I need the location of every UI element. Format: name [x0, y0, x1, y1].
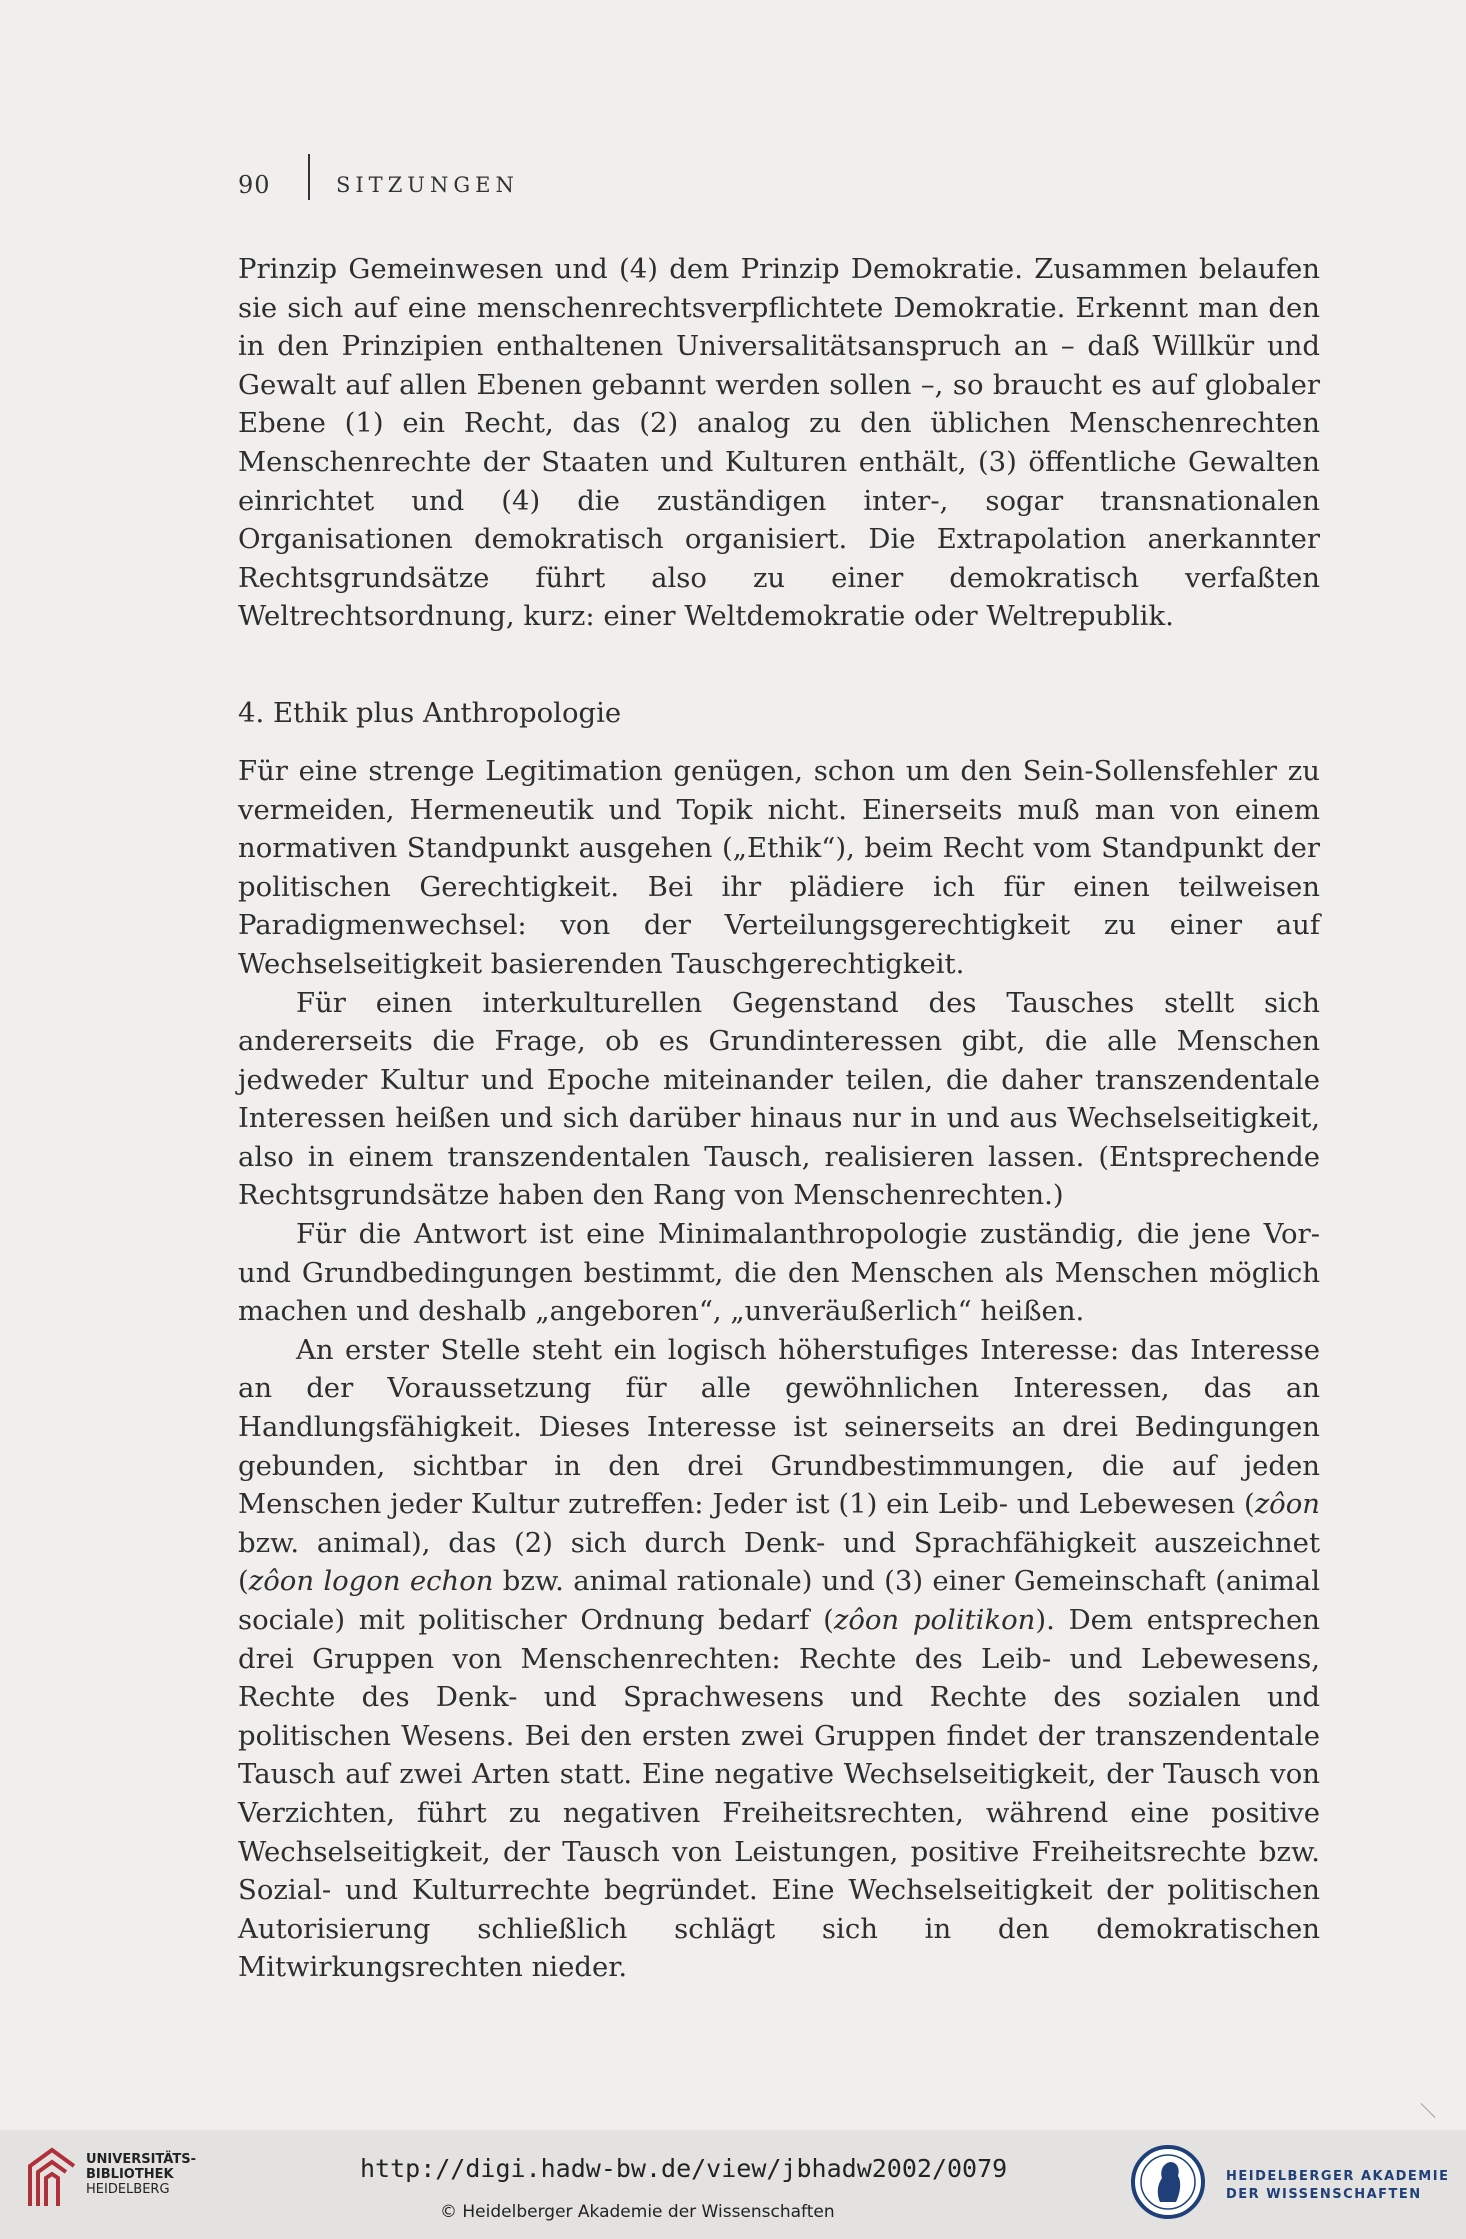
italic-term: zôon logon echon	[248, 1565, 494, 1598]
paragraph-1: Für eine strenge Legitimation genügen, schon um den Sein-Sollensfehler zu vermeiden, Hermeneutik und Topik nicht. Einerseits muß man von einem normativen Standpunkt ausgehen („Ethik“), beim Recht vom Standpunkt der politischen Gerechtigkeit. Bei ihr plädiere ich für einen teilweisen Paradigmenwechsel: von der Verteilungsgerechtigkeit zu einer auf Wechselseitigkeit basierenden Tauschgerechtigkeit.	[238, 754, 1320, 980]
library-name	[86, 2152, 196, 2197]
paragraph-3: Für die Antwort ist eine Minimalanthropologie zuständig, die jene Vor- und Grundbedingungen bestimmt, die den Menschen als Menschen möglich machen und deshalb „angeboren“, „unveräußerlich“ heißen.	[238, 1218, 1320, 1328]
academy-name	[1226, 2168, 1449, 2204]
body-text	[238, 250, 1320, 1987]
page-number: 90	[238, 171, 271, 199]
header-divider	[308, 154, 310, 200]
academy-line: HEIDELBERGER AKADEMIE	[1226, 2169, 1450, 2184]
library-line: HEIDELBERG	[86, 2182, 170, 2197]
source-url-link[interactable]: http://digi.hadw-bw.de/view/jbhadw2002/0079	[360, 2154, 1008, 2183]
section-heading: 4. Ethik plus Anthropologie	[238, 696, 622, 729]
paragraph-2: Für einen interkulturellen Gegenstand des Tausches stellt sich andererseits die Frage, ob es Grundinteressen gibt, die alle Menschen jedweder Kultur und Epoche miteinander teilen, die daher transzendentale Interessen heißen und sich darüber hinaus nur in und aus Wechselseitigkeit, also in einem transzendentalen Tausch, realisieren lassen. (Entsprechende Rechtsgrundsätze haben den Rang von Menschenrechten.)	[238, 986, 1320, 1212]
library-line: UNIVERSITÄTS-	[86, 2152, 196, 2167]
running-head	[238, 162, 519, 208]
italic-term: zôon politikon	[833, 1604, 1036, 1636]
italic-term: zôon	[1254, 1488, 1320, 1521]
text-run: An erster Stelle steht ein logisch höherstufiges Interesse: das Interesse an der Voraussetzung für alle gewöhnlichen Interessen, das an Handlungsfähigkeit. Dieses Interesse ist seinerseits an drei Bedingungen gebunden, sichtbar in den drei Grundbestimmungen, die auf jeden Menschen jeder Kultur zutreffen: Jeder ist (1) ein Leib- und Lebewesen (	[238, 1333, 1320, 1521]
academy-seal-icon	[1130, 2144, 1206, 2220]
text-run: ). Dem entsprechen drei Gruppen von Menschenrechten: Rechte des Leib- und Lebewesens, Rechte des Denk- und Sprachwesens und Rechte des sozialen und politischen Wesens. Bei den ersten zwei Gruppen findet der transzendentale Tausch auf zwei Arten statt. Eine negative Wechselseitigkeit, der Tausch von Verzichten, führt zu negativen Freiheitsrechten, während eine positive Wechselseitigkeit, der Tausch von Leistungen, positive Freiheitsrechte bzw. Sozial- und Kulturrechte begründet. Eine Wechselseitigkeit der politischen Autorisierung schließlich schlägt sich in den demokratischen Mitwirkungsrechten nieder.	[238, 1604, 1320, 1984]
library-line: BIBLIOTHEK	[86, 2167, 174, 2182]
footer-bar	[0, 2130, 1466, 2239]
text-run: bzw. animal), das (2) sich durch Denk- und Sprachfähigkeit auszeichnet (	[238, 1526, 1320, 1598]
academy-line: DER WISSENSCHAFTEN	[1226, 2187, 1422, 2202]
library-logo-icon	[22, 2144, 82, 2214]
copyright-notice: © Heidelberger Akademie der Wissenschaften	[440, 2202, 835, 2222]
paragraph-intro: Prinzip Gemeinwesen und (4) dem Prinzip Demokratie. Zusammen belaufen sie sich auf eine menschenrechtsverpflichtete Demokratie. Erkennt man den in den Prinzipien enthaltenen Universalitätsanspruch an – daß Willkür und Gewalt auf allen Ebenen gebannt werden sollen –, so braucht es auf globaler Ebene (1) ein Recht, das (2) analog zu den üblichen Menschenrechten Menschenrechte der Staaten und Kulturen enthält, (3) öffentliche Gewalten einrichtet und (4) die zuständigen inter-, sogar transnationalen Organisationen demokratisch organisiert. Die Extrapolation anerkannter Rechtsgrundsätze führt also zu einer demokratisch verfaßten Weltrechtsordnung, kurz: einer Weltdemokratie oder Weltrepublik.	[238, 253, 1320, 633]
section-title: SITZUNGEN	[336, 173, 519, 197]
paragraph-4	[238, 1331, 1320, 1987]
text-run: bzw. animal rationale) und (3) einer Gemeinschaft (animal sociale) mit politischer Ordnung bedarf (	[238, 1565, 1320, 1636]
